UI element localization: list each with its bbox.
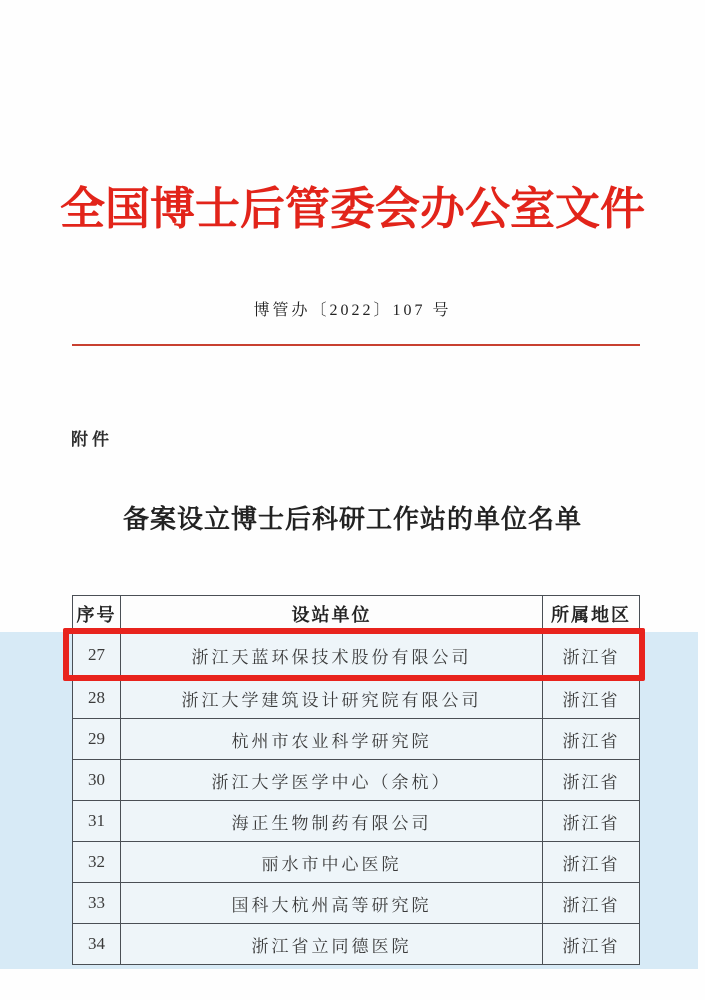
row-number-cell: 29 bbox=[73, 719, 121, 760]
unit-name-cell: 浙江大学医学中心（余杭） bbox=[121, 760, 543, 801]
station-table bbox=[72, 595, 640, 965]
column-header-no: 序号 bbox=[73, 596, 121, 633]
region-cell: 浙江省 bbox=[543, 924, 640, 965]
unit-name-cell: 浙江大学建筑设计研究院有限公司 bbox=[121, 678, 543, 719]
region-cell: 浙江省 bbox=[543, 719, 640, 760]
document-number: 博管办〔2022〕107 号 bbox=[253, 302, 452, 319]
unit-name-cell: 杭州市农业科学研究院 bbox=[121, 719, 543, 760]
column-header-unit: 设站单位 bbox=[121, 596, 543, 633]
table-row bbox=[73, 883, 640, 924]
table-row bbox=[73, 924, 640, 965]
table-body bbox=[73, 633, 640, 965]
document-title: 全国博士后管委会办公室文件 bbox=[59, 184, 645, 234]
table-row bbox=[73, 760, 640, 801]
red-divider-line bbox=[72, 344, 640, 346]
list-subtitle: 备案设立博士后科研工作站的单位名单 bbox=[122, 505, 582, 534]
table-row bbox=[73, 678, 640, 719]
row-number-cell: 31 bbox=[73, 801, 121, 842]
table-row bbox=[73, 842, 640, 883]
row-number-cell: 28 bbox=[73, 678, 121, 719]
region-cell: 浙江省 bbox=[543, 842, 640, 883]
row-number-cell: 33 bbox=[73, 883, 121, 924]
region-cell: 浙江省 bbox=[543, 760, 640, 801]
attachment-label: 附件 bbox=[71, 430, 113, 449]
region-cell: 浙江省 bbox=[543, 883, 640, 924]
row-number-cell: 30 bbox=[73, 760, 121, 801]
table-row bbox=[73, 801, 640, 842]
table-row bbox=[73, 633, 640, 678]
unit-name-cell: 国科大杭州高等研究院 bbox=[121, 883, 543, 924]
table-header bbox=[73, 596, 640, 633]
column-header-region: 所属地区 bbox=[543, 596, 640, 633]
row-number-cell: 27 bbox=[73, 633, 121, 678]
table-header-row bbox=[73, 596, 640, 633]
row-number-cell: 34 bbox=[73, 924, 121, 965]
row-number-cell: 32 bbox=[73, 842, 121, 883]
unit-name-cell: 浙江省立同德医院 bbox=[121, 924, 543, 965]
region-cell: 浙江省 bbox=[543, 678, 640, 719]
region-cell: 浙江省 bbox=[543, 801, 640, 842]
region-cell: 浙江省 bbox=[543, 633, 640, 678]
unit-name-cell: 浙江天蓝环保技术股份有限公司 bbox=[121, 633, 543, 678]
unit-name-cell: 海正生物制药有限公司 bbox=[121, 801, 543, 842]
unit-name-cell: 丽水市中心医院 bbox=[121, 842, 543, 883]
table-row bbox=[73, 719, 640, 760]
